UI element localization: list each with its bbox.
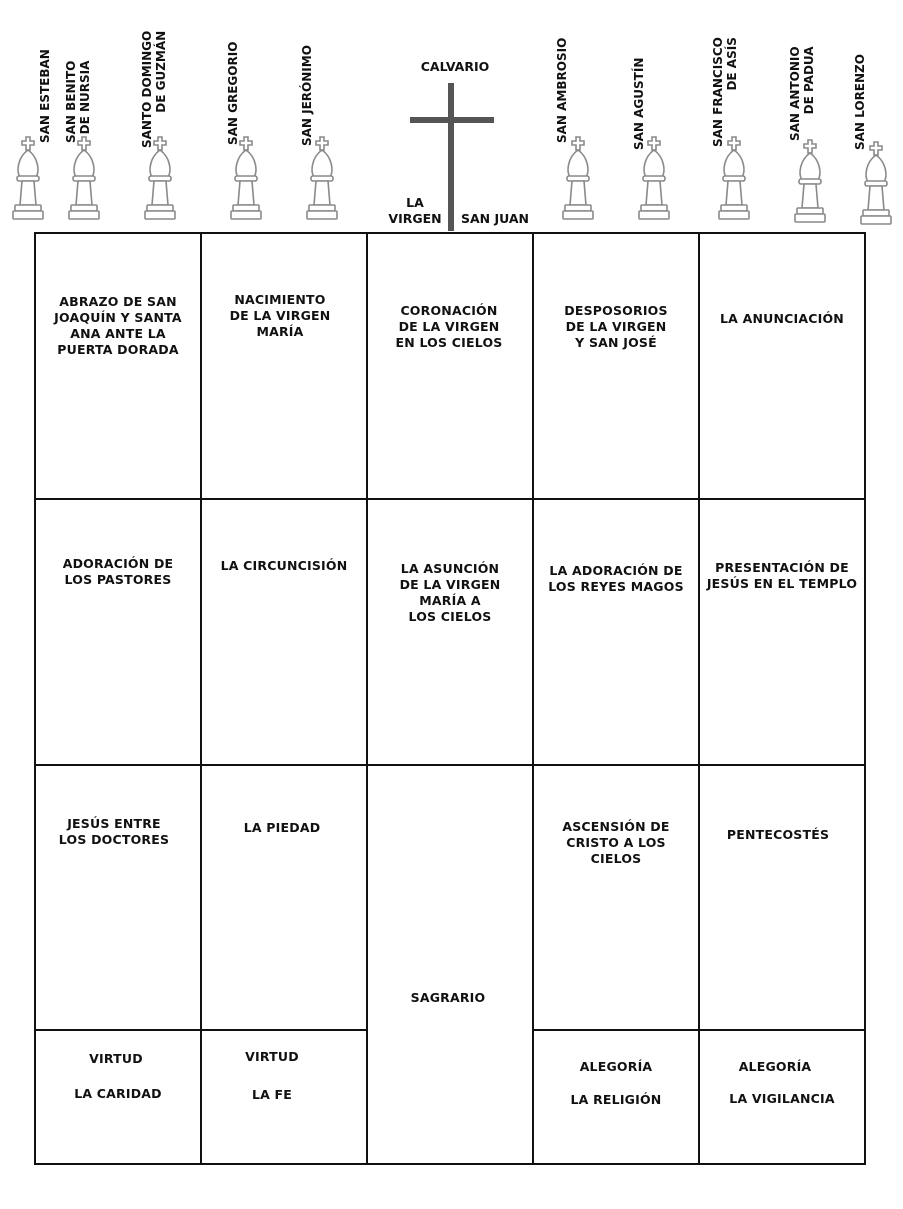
bishop-icon <box>13 137 43 219</box>
bishop-icon <box>145 137 175 219</box>
bishop-icon <box>795 140 825 222</box>
panel-r2-c1 <box>34 498 202 766</box>
panel-r1-c5 <box>698 232 866 500</box>
panel-r4-c5 <box>698 1029 866 1165</box>
panel-r1-c3 <box>366 232 534 500</box>
panel-r1-c4 <box>532 232 700 500</box>
panel-r3-c2 <box>200 764 368 1031</box>
panel-title: CORONACIÓN DE LA VIRGEN EN LOS CIELOS <box>395 303 503 350</box>
panel-r4-c4 <box>532 1029 700 1165</box>
panel-title: ASCENSIÓN DE CRISTO A LOS CIELOS <box>562 819 670 866</box>
saint-label-san-ambrosio: SAN AMBROSIO <box>555 37 569 143</box>
bishop-icon <box>563 137 593 219</box>
panel-title: LA ANUNCIACIÓN <box>720 311 844 326</box>
panel-r2-c3 <box>366 498 534 766</box>
panel-r3-c5 <box>698 764 866 1031</box>
panel-title: LA PIEDAD <box>243 820 321 835</box>
calvary-san-juan: SAN JUAN <box>460 211 530 226</box>
altarpiece-grid <box>34 232 866 1165</box>
panel-r2-c4 <box>532 498 700 766</box>
panel-sagrario <box>366 764 534 1165</box>
panel-title: JESÚS ENTRE LOS DOCTORES <box>58 816 170 847</box>
bishop-figures <box>0 0 903 235</box>
panel-r3-c1 <box>34 764 202 1031</box>
panel-title: PENTECOSTÉS <box>726 827 830 842</box>
bishop-icon <box>231 137 261 219</box>
panel-r4-c2 <box>200 1029 368 1165</box>
panel-r1-c1 <box>34 232 202 500</box>
saint-label-san-lorenzo: SAN LORENZO <box>853 54 867 150</box>
panel-title: LA FE <box>251 1087 293 1102</box>
panel-title: DESPOSORIOS DE LA VIRGEN Y SAN JOSÉ <box>564 303 668 350</box>
panel-r4-c1 <box>34 1029 202 1165</box>
panel-r3-c4 <box>532 764 700 1031</box>
panel-kind: VIRTUD <box>245 1049 299 1064</box>
panel-r2-c2 <box>200 498 368 766</box>
panel-title: LA ASUNCIÓN DE LA VIRGEN MARÍA A LOS CIELOS <box>399 561 501 624</box>
saint-label-san-antonio: SAN ANTONIO DE PADUA <box>788 46 816 141</box>
bishop-icon <box>639 137 669 219</box>
panel-title: ADORACIÓN DE LOS PASTORES <box>62 556 174 587</box>
panel-kind: ALEGORÍA <box>579 1059 653 1074</box>
saint-label-san-benito: SAN BENITO DE NURSIA <box>64 60 92 143</box>
panel-title: LA RELIGIÓN <box>570 1092 662 1107</box>
panel-title: LA VIGILANCIA <box>729 1091 835 1106</box>
panel-title: PRESENTACIÓN DE JESÚS EN EL TEMPLO <box>706 560 858 591</box>
panel-title: SAGRARIO <box>410 990 486 1005</box>
panel-kind: VIRTUD <box>89 1051 143 1066</box>
panel-r2-c5 <box>698 498 866 766</box>
bishop-icon <box>719 137 749 219</box>
saint-label-san-jeronimo: SAN JERÓNIMO <box>300 45 314 146</box>
panel-title: NACIMIENTO DE LA VIRGEN MARÍA <box>229 292 331 339</box>
panel-title: LA ADORACIÓN DE LOS REYES MAGOS <box>548 563 684 594</box>
saint-label-san-esteban: SAN ESTEBAN <box>38 49 52 143</box>
saint-label-san-gregorio: SAN GREGORIO <box>226 41 240 145</box>
bishop-icon <box>69 137 99 219</box>
panel-title: LA CIRCUNCISIÓN <box>220 558 348 573</box>
panel-title: ABRAZO DE SAN JOAQUÍN Y SANTA ANA ANTE LA PUERTA DORADA <box>54 294 182 357</box>
saint-label-san-francisco: SAN FRANCISCO DE ASÍS <box>711 37 739 147</box>
bishop-icon <box>861 142 891 224</box>
bishop-icon <box>307 137 337 219</box>
panel-kind: ALEGORÍA <box>738 1059 812 1074</box>
panel-r1-c2 <box>200 232 368 500</box>
saint-label-san-agustin: SAN AGUSTÍN <box>632 57 646 150</box>
calvary-la-virgen: LA VIRGEN <box>388 195 442 226</box>
panel-title: LA CARIDAD <box>74 1086 162 1101</box>
saint-label-santo-domingo: SANTO DOMINGO DE GUZMÁN <box>140 30 168 148</box>
calvary-title: CALVARIO <box>420 59 490 74</box>
